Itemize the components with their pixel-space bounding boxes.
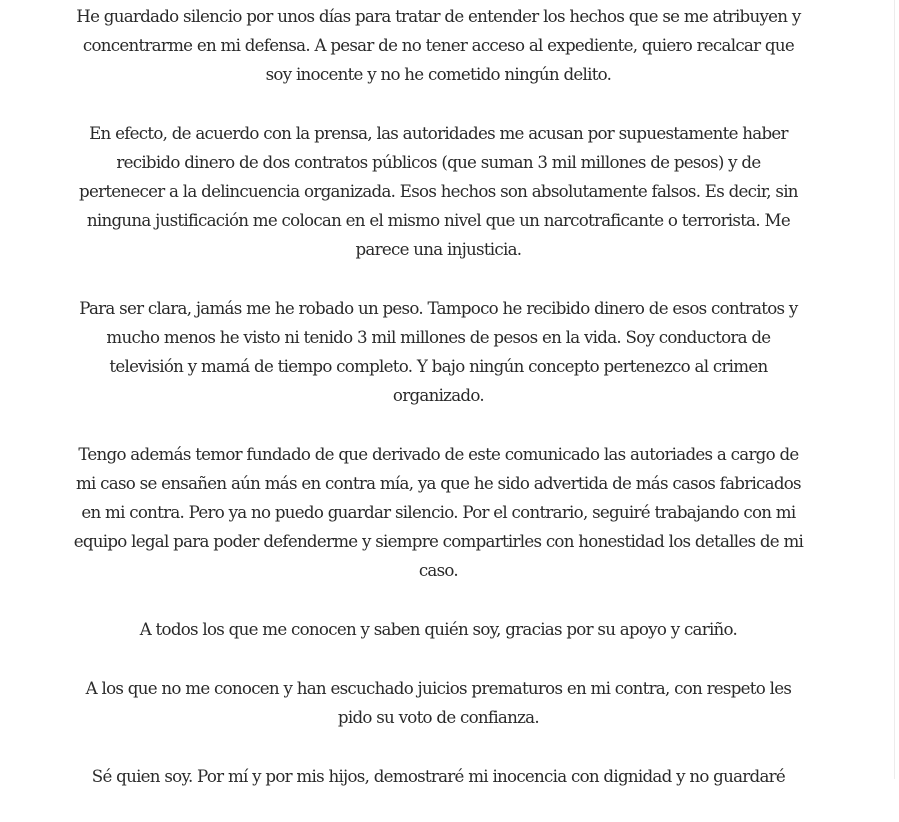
text-line: mucho menos he visto ni tenido 3 mil millones de pesos en la vida. Soy conductora de xyxy=(106,328,771,348)
paragraph-1 xyxy=(18,3,859,90)
text-line: pertenecer a la delincuencia organizada. Esos hechos son absolutamente falsos. Es decir, sin xyxy=(79,182,798,202)
text-line: A todos los que me conocen y saben quién soy, gracias por su apoyo y cariño. xyxy=(139,620,738,640)
text-line: pido su voto de confianza. xyxy=(337,708,539,728)
text-line: en mi contra. Pero ya no puedo guardar silencio. Por el contrario, seguiré trabajando con mi xyxy=(81,503,796,523)
paragraph-7 xyxy=(18,763,859,792)
paragraph-5 xyxy=(18,616,859,645)
text-line: Sé quien soy. Por mí y por mis hijos, demostraré mi inocencia con dignidad y no guardaré xyxy=(91,767,786,787)
page-edge-divider xyxy=(894,0,895,779)
text-line: mi caso se ensañen aún más en contra mía, ya que he sido advertida de más casos fabricados xyxy=(75,474,801,494)
text-line: soy inocente y no he cometido ningún delito. xyxy=(265,65,612,85)
paragraph-2 xyxy=(18,120,859,265)
text-line: concentrarme en mi defensa. A pesar de no tener acceso al expediente, quiero recalcar que xyxy=(82,36,794,56)
paragraph-3 xyxy=(18,295,859,411)
text-line: equipo legal para poder defenderme y siempre compartirles con honestidad los detalles de mi xyxy=(73,532,804,552)
paragraph-4 xyxy=(18,441,859,586)
text-line: parece una injusticia. xyxy=(355,240,522,260)
text-line: En efecto, de acuerdo con la prensa, las autoridades me acusan por supuestamente haber xyxy=(89,124,788,144)
text-line: caso. xyxy=(418,561,459,581)
text-line: organizado. xyxy=(392,386,484,406)
text-line: A los que no me conocen y han escuchado juicios prematuros en mi contra, con respeto les xyxy=(85,679,792,699)
text-line: televisión y mamá de tiempo completo. Y bajo ningún concepto pertenezco al crimen xyxy=(109,357,768,377)
statement-body xyxy=(18,3,859,822)
paragraph-6 xyxy=(18,675,859,733)
text-line: Tengo además temor fundado de que derivado de este comunicado las autoriades a cargo de xyxy=(78,445,799,465)
text-line: recibido dinero de dos contratos públicos (que suman 3 mil millones de pesos) y de xyxy=(116,153,761,173)
text-line: Para ser clara, jamás me he robado un peso. Tampoco he recibido dinero de esos contratos y xyxy=(79,299,798,319)
text-line: He guardado silencio por unos días para tratar de entender los hechos que se me atribuyen y xyxy=(76,7,801,27)
text-line: ninguna justificación me colocan en el mismo nivel que un narcotraficante o terrorista. Me xyxy=(86,211,790,231)
